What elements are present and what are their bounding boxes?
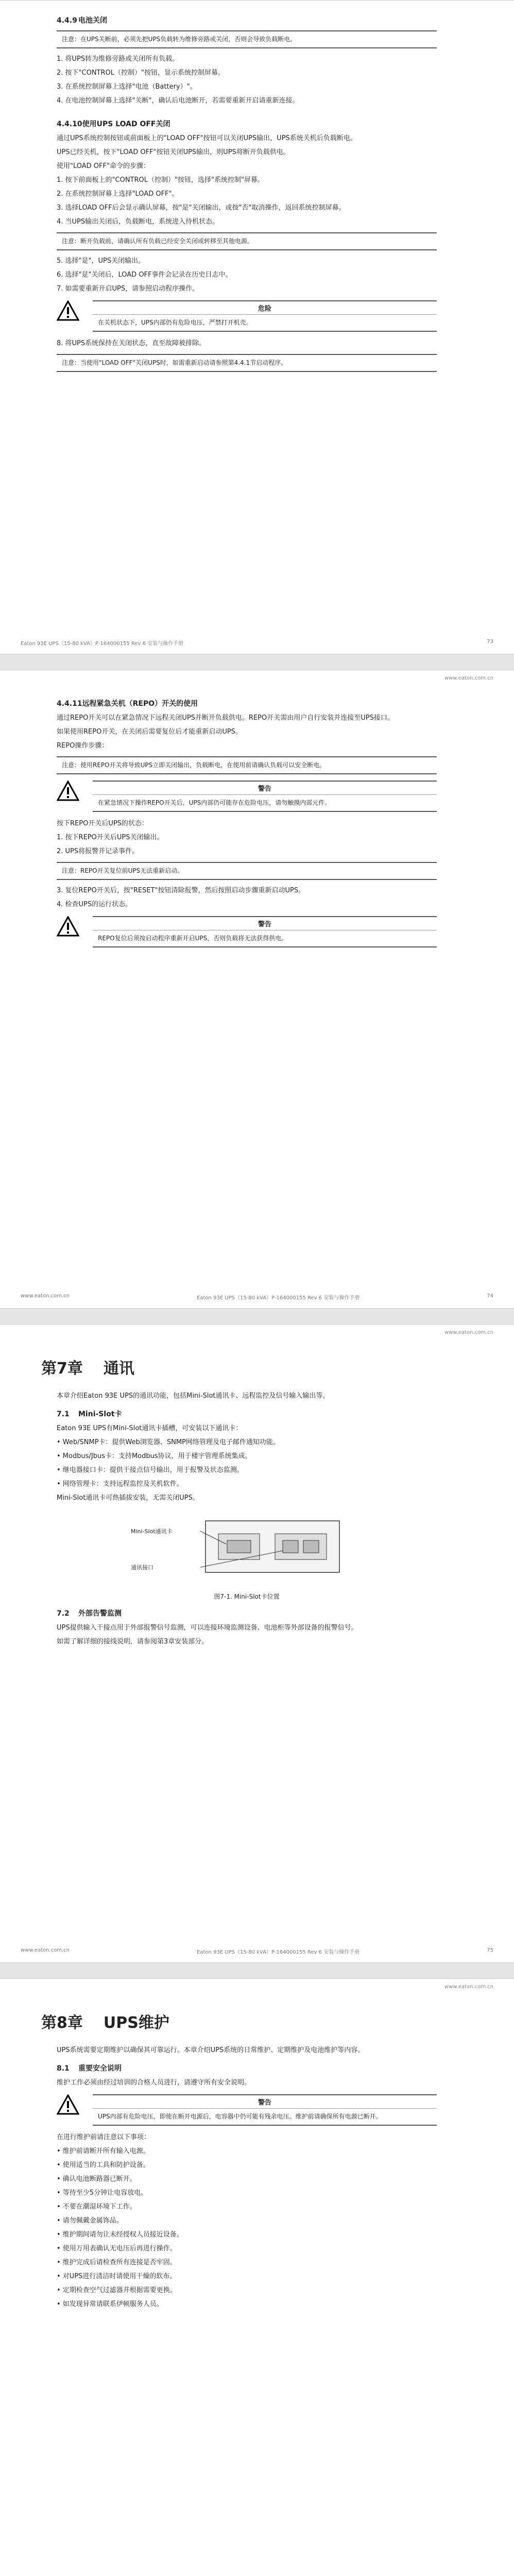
step: 1. 按下前面板上的"CONTROL（控制）"按钮，选择"系统控制"屏幕。: [57, 176, 264, 184]
paragraph: 通过UPS系统控制按钮或前面板上的"LOAD OFF"按钮可以关闭UPS输出，UPS系统关机后负载断电。: [57, 134, 357, 142]
section-heading: 8.1 重要安全说明: [57, 2064, 122, 2073]
list-item: • 确认电池断路器已断开。: [57, 2175, 136, 2183]
chapter-title: 第8章 UPS维护: [41, 2014, 169, 2032]
step: 5. 选择"是"，UPS关闭输出。: [57, 257, 145, 265]
section-heading: 4.4.9 电池关闭: [57, 16, 107, 25]
minislot-diagram: [128, 1511, 365, 1588]
list-item: • 使用适当的工具和防护设备。: [57, 2161, 150, 2169]
paragraph: 如果使用REPO开关，在关闭后需要复位后才能重新启动UPS。: [57, 728, 242, 736]
paragraph: 通过REPO开关可以在紧急情况下远程关闭UPS并断开负载供电。REPO开关需由用户自行安装并连接至UPS接口。: [57, 714, 394, 722]
list-item: • 定期检查空气过滤器并根据需要更换。: [57, 2286, 177, 2294]
header-url: www.eaton.com.cn: [444, 1330, 493, 1335]
paragraph: UPS提供输入干接点用于外部报警信号监测，可以连接环境监测设备、电池柜等外部设备的报警信号。: [57, 1624, 358, 1632]
step: 2. 在系统控制屏幕上选择"LOAD OFF"。: [57, 190, 179, 198]
step: 6. 选择"是"关闭后，LOAD OFF事件会记录在历史日志中。: [57, 271, 232, 279]
figure-minislot: [57, 1511, 437, 1601]
section-heading: 4.4.10使用UPS LOAD OFF关闭: [57, 120, 170, 128]
list-item: • 不要在潮湿环境下工作。: [57, 2203, 136, 2211]
fig-label-minislot: Mini-Slot通讯卡: [131, 1528, 173, 1535]
notice-box: 注意：断开负载前，请确认所有负载已经安全关闭或转移至其他电源。: [57, 232, 437, 250]
step: 3. 选择LOAD OFF后会显示确认屏幕，按"是"关闭输出，或按"否"取消操作，返回系统控制屏幕。: [57, 204, 346, 212]
step: 4. 在电池控制屏幕上选择"关断"，确认后电池断开，若需要重新开启请重新连接。: [57, 97, 299, 105]
fig-label-port: 通讯接口: [131, 1564, 153, 1571]
step: 7. 如需要重新开启UPS，请参照启动程序操作。: [57, 285, 199, 293]
paragraph: 如需了解详细的接线说明，请参阅第3章安装部分。: [57, 1638, 209, 1646]
list-item: • 对UPS进行清洁时请使用干燥的软布。: [57, 2273, 177, 2280]
warning-triangle-icon: [57, 781, 79, 801]
page-footer: www.eaton.com.cn Eaton 93E UPS（15-80 kVA）P-164000155 Rev 6 安装与操作手册 75: [21, 1947, 493, 1955]
section-heading: 7.2 外部告警监测: [57, 1609, 122, 1618]
warning-block: 危险 在关机状态下，UPS内部仍有危险电压，严禁打开机壳。: [57, 300, 437, 332]
warning-block: 警告 在紧急情况下操作REPO开关后，UPS内部仍可能存在危险电压，请勿触摸内部元件。: [57, 781, 437, 812]
paragraph: 维护工作必须由经过培训的合格人员进行，请遵守所有安全说明。: [57, 2079, 251, 2087]
step: 2. 按下"CONTROL（控制）"按钮，显示系统控制屏幕。: [57, 69, 225, 77]
paragraph: 按下REPO开关后UPS的状态：: [57, 820, 148, 827]
notice-box: 注意：REPO开关复位前UPS无法重新启动。: [57, 862, 437, 880]
paragraph: UPS已经关机，按下"LOAD OFF"按钮关闭UPS输出，则UPS将断开负载供电。: [57, 148, 290, 156]
header-url: www.eaton.com.cn: [444, 675, 493, 681]
list-item: • Modbus/Jbus卡：支持Modbus协议，用于楼宇管理系统集成。: [57, 1452, 252, 1460]
warning-triangle-icon: [57, 916, 79, 937]
paragraph: 在进行维护前请注意以下事项：: [57, 2133, 151, 2141]
list-item: • 使用万用表确认无电压后再进行操作。: [57, 2245, 177, 2252]
list-item: • 网络管理卡：支持远程监控及关机软件。: [57, 1480, 183, 1488]
list-item: • 维护完成后请检查所有连接是否牢固。: [57, 2259, 177, 2266]
list-item: • Web/SNMP卡：提供Web浏览器、SNMP网络管理及电子邮件通知功能。: [57, 1438, 280, 1446]
list-item: • 继电器接口卡：提供干接点信号输出，用于报警及状态监测。: [57, 1466, 244, 1474]
document-page-3: [0, 1324, 514, 1963]
section-heading: 4.4.11远程紧急关机（REPO）开关的使用: [57, 700, 198, 708]
step: 8. 将UPS系统保持在关闭状态，直至故障被排除。: [57, 340, 206, 347]
paragraph: 使用"LOAD OFF"命令的步骤：: [57, 162, 150, 170]
paragraph: UPS系统需要定期维护以确保其可靠运行。本章介绍UPS系统的日常维护、定期维护及电池维护等内容。: [57, 2046, 365, 2054]
paragraph: Mini-Slot通讯卡可热插拔安装，无需关闭UPS。: [57, 1494, 199, 1502]
step: 3. 复位REPO开关后，按"RESET"按钮清除报警，然后按照启动步骤重新启动UPS。: [57, 887, 305, 894]
warning-triangle-icon: [57, 300, 79, 321]
warning-triangle-icon: [57, 2094, 79, 2115]
section-heading: 7.1 Mini-Slot卡: [57, 1410, 122, 1418]
list-item: • 如发现异常请联系伊顿服务人员。: [57, 2300, 163, 2308]
warning-block: 警告 REPO复位后须按启动程序重新开启UPS，否则负载将无法获得供电。: [57, 916, 437, 947]
step: 1. 将UPS转为维修旁路或关闭所有负载。: [57, 55, 179, 63]
step: 4. 当UPS输出关闭后，负载断电，系统进入待机状态。: [57, 218, 219, 226]
list-item: • 请勿佩戴金属饰品。: [57, 2217, 123, 2225]
header-url: www.eaton.com.cn: [444, 1984, 493, 1990]
figure-caption: 图7-1. Mini-Slot卡位置: [214, 1593, 280, 1600]
chapter-title: 第7章 通讯: [41, 1360, 134, 1378]
document-page-4: [0, 1978, 514, 2576]
document-page-1: [0, 0, 514, 654]
step: 2. UPS将报警并记录事件。: [57, 848, 139, 855]
paragraph: 本章介绍Eaton 93E UPS的通讯功能，包括Mini-Slot通讯卡、远程监控及信号输入输出等。: [57, 1392, 330, 1400]
notice-box: 注意：当使用"LOAD OFF"关闭UPS时，如需重新启动请参照第4.4.1节启动程序。: [57, 354, 437, 372]
list-item: • 维护前请断开所有输入电源。: [57, 2147, 150, 2155]
list-item: • 等待至少5分钟让电容放电。: [57, 2189, 148, 2197]
page-footer: www.eaton.com.cn Eaton 93E UPS（15-80 kVA）P-164000155 Rev 6 安装与操作手册 74: [21, 1293, 493, 1301]
document-page-2: [0, 670, 514, 1309]
notice-box: 注意：使用REPO开关将导致UPS立即关闭输出，负载断电，在使用前请确认负载可以安全断电。: [57, 756, 437, 774]
paragraph: REPO操作步骤：: [57, 742, 109, 750]
paragraph: Eaton 93E UPS有Mini-Slot通讯卡插槽，可安装以下通讯卡：: [57, 1425, 243, 1432]
step: 1. 按下REPO开关后UPS关闭输出。: [57, 834, 164, 841]
warning-block: 警告 UPS内部有危险电压，即使在断开电源后，电容器中仍可能有残余电压。维护前请确保所有电源已断开。: [57, 2094, 437, 2126]
page-footer: Eaton 93E UPS（15-80 kVA）P-164000155 Rev 6 安装与操作手册 73: [21, 639, 493, 647]
step: 3. 在系统控制屏幕上选择"电池（Battery）"。: [57, 83, 197, 91]
step: 4. 检查UPS的运行状态。: [57, 901, 132, 908]
list-item: • 维护期间请勿让未经授权人员接近设备。: [57, 2231, 183, 2239]
notice-box: 注意：在UPS关断前，必须先把UPS负载转为维修旁路或关闭，否则会导致负载断电。: [57, 30, 437, 48]
